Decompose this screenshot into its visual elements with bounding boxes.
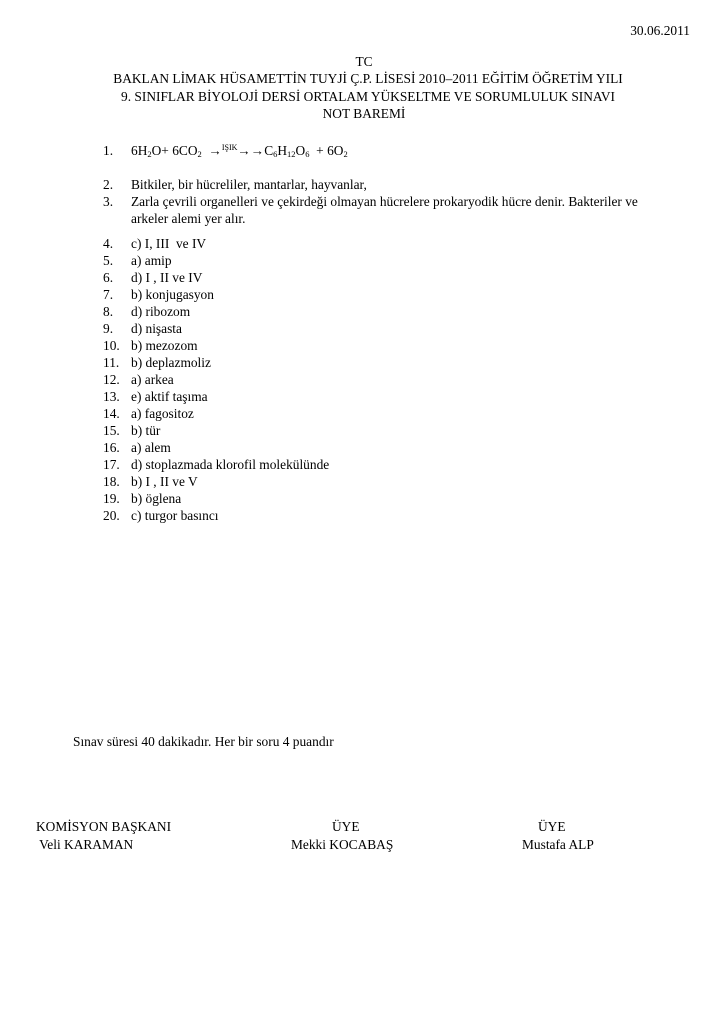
item-number: 5. <box>103 253 114 268</box>
item-text: b) mezozom <box>131 338 198 353</box>
item-text: d) stoplazmada klorofil molekülünde <box>131 457 330 472</box>
list-item <box>103 337 198 354</box>
signature-role-member-1: ÜYE <box>332 819 360 834</box>
item-number: 6. <box>103 270 114 285</box>
item-text: a) fagositoz <box>131 406 194 421</box>
list-item <box>103 252 172 269</box>
list-item <box>103 354 211 371</box>
item-number: 2. <box>103 177 114 192</box>
signature-name-member-1: Mekki KOCABAŞ <box>291 837 394 852</box>
item-number: 8. <box>103 304 114 319</box>
item-number: 17. <box>103 457 120 472</box>
header-line-1: TC <box>355 54 373 69</box>
list-item <box>103 320 182 337</box>
header-line-4: NOT BAREMİ <box>322 106 406 121</box>
item-text: b) konjugasyon <box>131 287 214 302</box>
item-text: b) öglena <box>131 491 182 506</box>
item-number: 16. <box>103 440 120 455</box>
item-number: 15. <box>103 423 120 438</box>
header-line-2: BAKLAN LİMAK HÜSAMETTİN TUYJİ Ç.P. LİSESİ 2010–2011 EĞİTİM ÖĞRETİM YILI <box>113 71 623 86</box>
list-item <box>103 371 174 388</box>
signature-role-member-2: ÜYE <box>538 819 566 834</box>
item-text: c) turgor basıncı <box>131 508 219 523</box>
item-text-line-1: Zarla çevrili organelleri ve çekirdeği olmayan hücrelere prokaryodik hücre denir. Bakteriler ve <box>131 194 638 209</box>
item-number: 10. <box>103 338 120 353</box>
answer-item-2 <box>103 176 367 193</box>
item-text: b) tür <box>131 423 161 438</box>
list-item <box>103 473 198 490</box>
signature-name-member-2: Mustafa ALP <box>522 837 594 852</box>
header-line-3: 9. SINIFLAR BİYOLOJİ DERSİ ORTALAM YÜKSELTME VE SORUMLULUK SINAVI <box>121 89 615 104</box>
item-number: 18. <box>103 474 120 489</box>
item-text: d) nişasta <box>131 321 182 336</box>
list-item <box>103 388 208 405</box>
list-item <box>103 490 181 507</box>
list-item <box>103 405 194 422</box>
item-text: a) alem <box>131 440 171 455</box>
item-number: 11. <box>103 355 120 370</box>
item-number: 13. <box>103 389 120 404</box>
item-number: 12. <box>103 372 120 387</box>
item-text: d) ribozom <box>131 304 191 319</box>
item-text: Bitkiler, bir hücreliler, mantarlar, hayvanlar, <box>131 177 367 192</box>
list-item <box>103 422 160 439</box>
answer-item-1 <box>103 142 348 159</box>
list-item <box>103 269 202 286</box>
item-number: 1. <box>103 143 114 158</box>
item-text: c) I, III ve IV <box>131 236 207 251</box>
answer-item-3-continuation <box>103 210 246 227</box>
signature-name-chair: Veli KARAMAN <box>36 837 134 852</box>
signature-role-chair: KOMİSYON BAŞKANI <box>36 819 172 834</box>
item-text: b) I , II ve V <box>131 474 198 489</box>
item-text: a) amip <box>131 253 172 268</box>
answer-item-3 <box>103 193 638 210</box>
list-item <box>103 507 219 524</box>
item-number: 7. <box>103 287 114 302</box>
list-item <box>103 286 214 303</box>
item-number: 20. <box>103 508 120 523</box>
item-text: d) I , II ve IV <box>131 270 203 285</box>
item-number: 19. <box>103 491 120 506</box>
document-date: 30.06.2011 <box>630 23 690 38</box>
exam-note: Sınav süresi 40 dakikadır. Her bir soru 4 puandır <box>73 734 334 749</box>
item-number: 9. <box>103 321 114 336</box>
photosynthesis-equation: $6H_2O+ 6CO_2 \to^{IŞIK}\to\to C_6H_{12}O_6 + 6O_2$ <box>131 143 348 159</box>
list-item <box>103 456 329 473</box>
item-number: 4. <box>103 236 114 251</box>
list-item <box>103 235 206 252</box>
list-item <box>103 439 171 456</box>
item-text: b) deplazmoliz <box>131 355 211 370</box>
item-number: 14. <box>103 406 120 421</box>
item-number: 3. <box>103 194 114 209</box>
item-text: a) arkea <box>131 372 174 387</box>
item-text: e) aktif taşıma <box>131 389 208 404</box>
list-item <box>103 303 190 320</box>
item-text-line-2: arkeler alemi yer alır. <box>131 211 246 226</box>
